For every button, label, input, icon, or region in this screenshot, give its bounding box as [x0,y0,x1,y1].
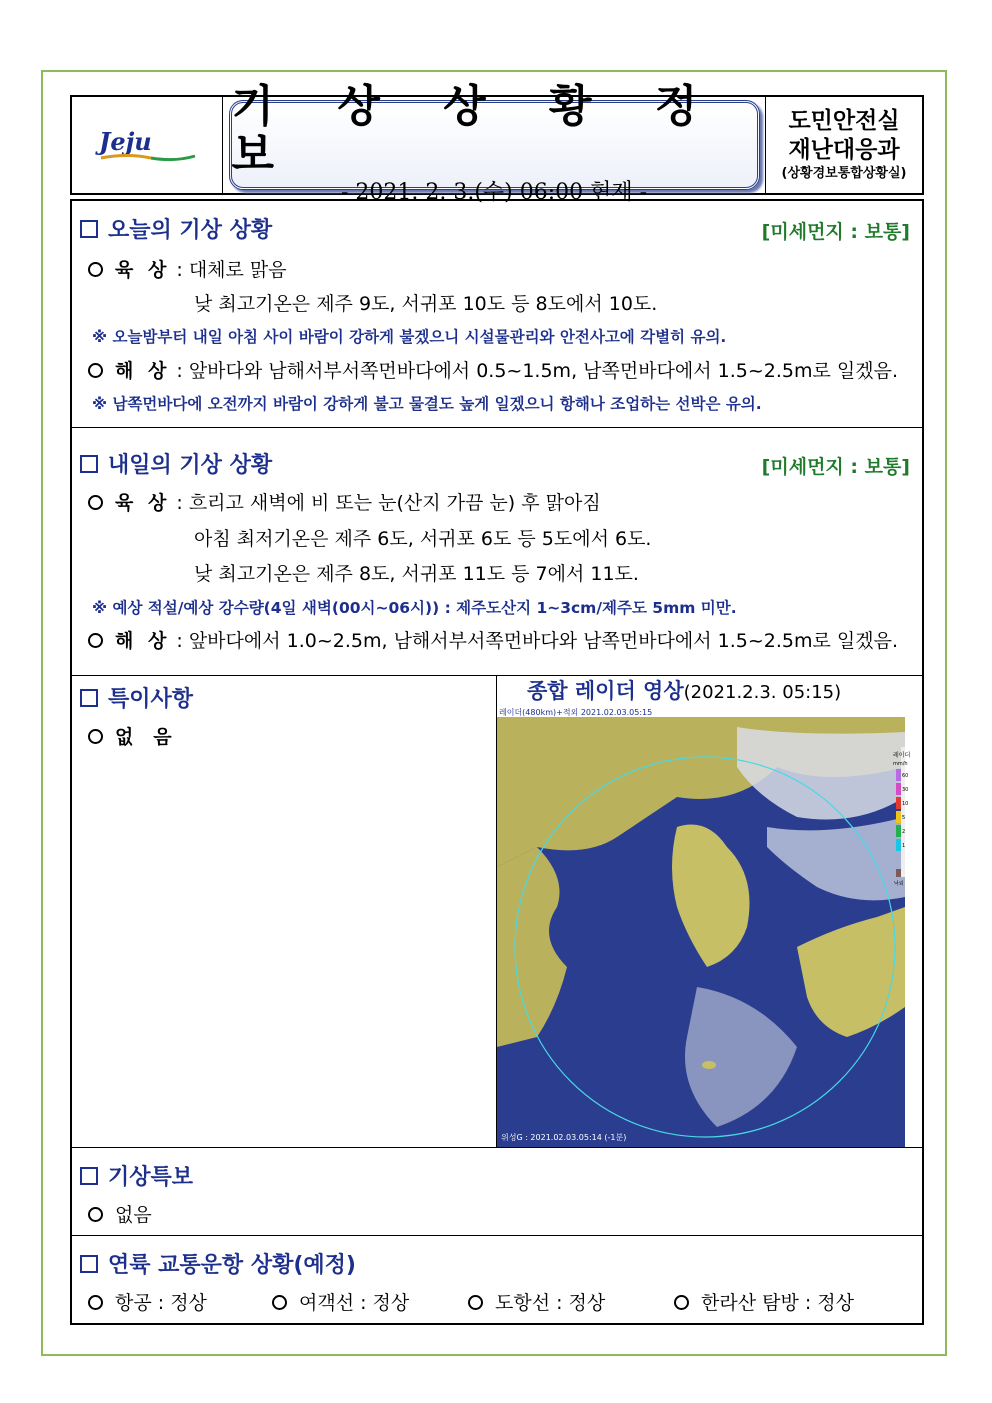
today-note-sea: ※ 남쪽먼바다에 오전까지 바람이 강하게 불고 물결도 높게 일겠으니 항해나 조업하는 선박은 유의. [92,395,762,413]
jeju-logo [72,97,223,193]
checkbox-icon [80,220,98,238]
warnings-section [72,1147,922,1235]
radar-legend-lightning-swatch [896,869,901,877]
tomorrow-max-temp: 낮 최고기온은 제주 8도, 서귀포 11도 등 7에서 11도. [194,563,639,585]
checkbox-icon [80,1255,98,1273]
report-datetime: - 2021. 2. 3.(수) 06:00 현재 - [340,180,648,205]
checkbox-icon [80,1167,98,1185]
page-title: 기 상 상 황 정 보 [231,81,722,180]
special-item: 없 음 [88,722,172,749]
today-title: 오늘의 기상 상황 [80,213,272,244]
bullet-circle-icon [88,729,103,744]
department-info [765,97,922,193]
tomorrow-land-line: 육 상 : 흐리고 새벽에 비 또는 눈(산지 가끔 눈) 후 맑아짐 [88,488,601,515]
today-land-line: 육 상 : 대체로 맑음 [88,255,287,282]
radar-timestamp: (2021.2.3. 05:15) [683,682,842,703]
report-header [70,81,924,205]
radar-legend-swatch [896,839,901,851]
radar-title: 종합 레이더 영상(2021.2.3. 05:15) [527,679,842,703]
logo-text: Jeju [99,127,152,156]
radar-legend-label: 1 [902,843,906,849]
jeju-logo-icon [87,120,207,170]
radar-legend-swatch [896,769,901,781]
bullet-circle-icon [88,495,103,510]
radar-legend-unit: mm/h [893,761,908,767]
radar-satellite-image[interactable] [497,707,911,1147]
title-box [229,81,760,205]
radar-caption-top: 레이더(480km)+적외 2021.02.03.05:15 [499,708,653,717]
tomorrow-title: 내일의 기상 상황 [80,448,272,479]
radar-legend-title: 레이더 [893,752,911,759]
warnings-title: 기상특보 [80,1160,193,1191]
traffic-island-ferry: 도항선 : 정상 [468,1288,605,1315]
radar-legend-swatch [896,811,901,823]
radar-legend-swatch [896,783,901,795]
dept-office: (상황경보통합상황실) [781,166,907,181]
radar-legend-label: 30 [902,787,909,793]
bullet-circle-icon [88,1207,103,1222]
traffic-ferry: 여객선 : 정상 [272,1288,409,1315]
radar-legend-lightning: 낙뢰 [894,881,904,887]
bullet-circle-icon [674,1295,689,1310]
bullet-circle-icon [468,1295,483,1310]
radar-caption-bottom: 위성G : 2021.02.03.05:14 (-1분) [501,1133,627,1142]
bullet-circle-icon [88,262,103,277]
traffic-section [72,1235,922,1323]
bullet-circle-icon [88,363,103,378]
radar-legend-label: 10 [902,801,909,807]
report-body [70,199,924,1325]
bullet-circle-icon [88,1295,103,1310]
tomorrow-precip-note: ※ 예상 적설/예상 강수량(4일 새벽(00시~06시)) : 제주도산지 1~3cm/제주도 5mm 미만. [92,599,737,617]
radar-legend-swatch [896,797,901,809]
traffic-air: 항공 : 정상 [88,1288,207,1315]
today-section [72,201,922,427]
bullet-circle-icon [88,633,103,648]
dept-division: 재난대응과 [788,137,900,163]
tomorrow-section [72,427,922,675]
traffic-title: 연륙 교통운항 상황(예정) [80,1248,356,1279]
warnings-item: 없음 [88,1200,152,1227]
radar-legend-label: 5 [902,815,906,821]
radar-legend-swatch [896,825,901,837]
checkbox-icon [80,455,98,473]
dept-name: 도민안전실 [788,108,900,134]
checkbox-icon [80,689,98,707]
tomorrow-min-temp: 아침 최저기온은 제주 6도, 서귀포 6도 등 5도에서 6도. [194,528,652,550]
tomorrow-dust-badge: [미세먼지 : 보통] [761,456,910,478]
today-note-wind: ※ 오늘밤부터 내일 아침 사이 바람이 강하게 불겠으니 시설물관리와 안전사고에 각별히 유의. [92,328,727,346]
radar-legend-label: 2 [902,829,906,835]
traffic-hallasan: 한라산 탐방 : 정상 [674,1288,854,1315]
special-title: 특이사항 [80,682,193,713]
today-dust-badge: [미세먼지 : 보통] [761,221,910,243]
today-sea-line: 해 상 : 앞바다와 남해서부서쪽먼바다에서 0.5~1.5m, 남쪽먼바다에서 1.5~2.5m로 일겠음. [88,356,898,383]
radar-legend-label: 60 [902,773,909,779]
bullet-circle-icon [272,1295,287,1310]
tomorrow-sea-line: 해 상 : 앞바다에서 1.0~2.5m, 남해서부서쪽먼바다와 남쪽먼바다에서 1.5~2.5m로 일겠음. [88,626,898,653]
today-land-temp: 낮 최고기온은 제주 9도, 서귀포 10도 등 8도에서 10도. [194,293,658,315]
